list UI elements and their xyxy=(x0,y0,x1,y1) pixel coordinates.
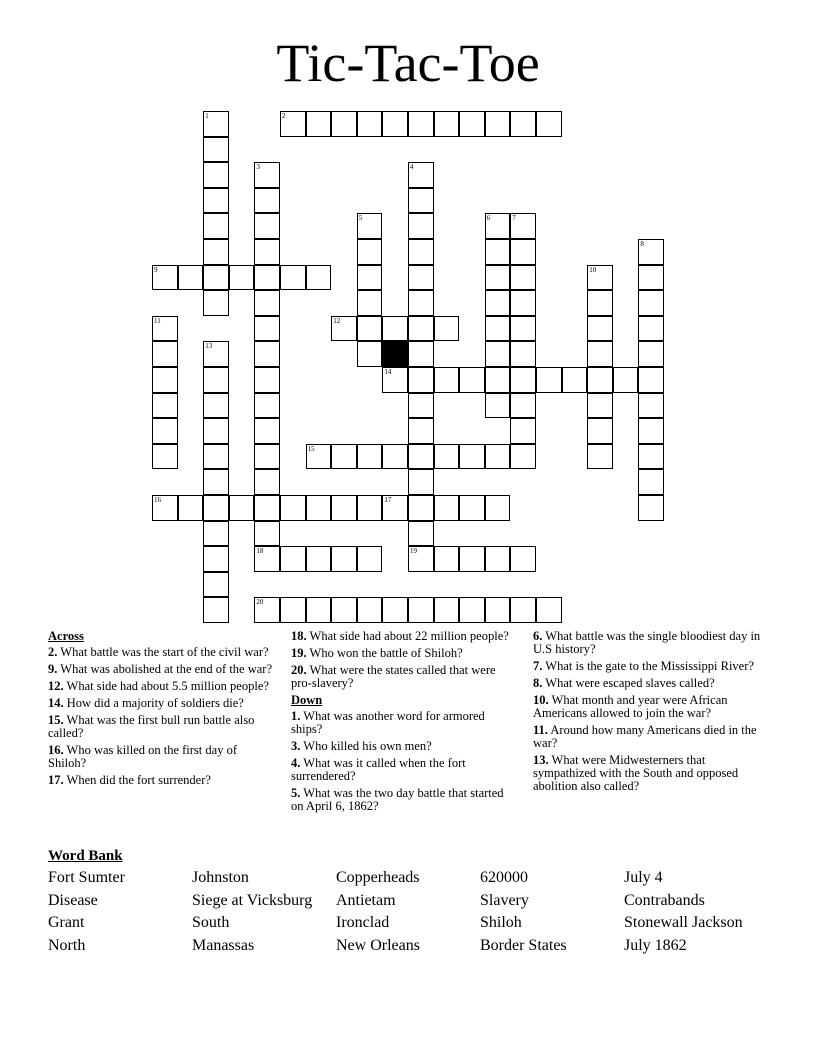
grid-cell[interactable] xyxy=(203,137,229,163)
cell-number: 3 xyxy=(256,163,260,172)
clue-number: 7. xyxy=(533,659,543,673)
cell-number: 8 xyxy=(640,240,644,248)
clue-text: How did a majority of soldiers die? xyxy=(66,696,244,710)
grid-cell[interactable] xyxy=(638,418,664,444)
word-bank-item: Copperheads xyxy=(336,869,420,886)
clue-item xyxy=(533,754,768,793)
black-square xyxy=(382,341,408,367)
grid-cell[interactable] xyxy=(510,546,536,572)
clue-item xyxy=(533,630,768,656)
grid-cell[interactable] xyxy=(485,444,511,470)
grid-cell[interactable] xyxy=(203,213,229,239)
grid-cell[interactable] xyxy=(331,495,357,521)
cell-number: 14 xyxy=(384,368,392,376)
clue-number: 12. xyxy=(48,679,64,693)
grid-cell[interactable] xyxy=(408,111,434,137)
clue-text: What was the first bull run battle also called? xyxy=(48,713,255,740)
grid-cell[interactable] xyxy=(638,239,664,265)
grid-cell[interactable] xyxy=(562,367,588,393)
grid-cell[interactable] xyxy=(536,597,562,623)
grid-cell[interactable] xyxy=(203,469,229,495)
grid-cell[interactable] xyxy=(229,495,255,521)
grid-cell[interactable] xyxy=(229,265,255,291)
grid-cell[interactable] xyxy=(203,239,229,265)
grid-cell[interactable] xyxy=(638,495,664,521)
grid-cell[interactable] xyxy=(254,444,280,470)
grid-cell[interactable] xyxy=(280,597,306,623)
grid-cell[interactable] xyxy=(203,111,229,137)
clue-number: 20. xyxy=(291,663,307,677)
grid-cell[interactable] xyxy=(254,341,280,367)
clue-text: What side had about 22 million people? xyxy=(309,629,509,643)
grid-cell[interactable] xyxy=(203,162,229,188)
word-bank-item: Stonewall Jackson xyxy=(624,914,743,931)
clue-text: What were Midwesterners that sympathized with the South and opposed abolition also called? xyxy=(533,753,739,793)
word-bank-item: Antietam xyxy=(336,891,396,909)
grid-cell[interactable] xyxy=(382,111,408,137)
clue-text: When did the fort surrender? xyxy=(66,773,211,787)
grid-cell[interactable] xyxy=(408,546,434,572)
grid-cell[interactable] xyxy=(434,597,460,623)
grid-cell[interactable] xyxy=(408,265,434,291)
clue-item xyxy=(48,744,273,770)
grid-cell[interactable] xyxy=(357,213,383,239)
clue-item xyxy=(48,697,273,710)
cell-number: 7 xyxy=(512,214,516,223)
grid-cell[interactable] xyxy=(152,393,178,419)
grid-cell[interactable] xyxy=(280,265,306,291)
grid-cell[interactable] xyxy=(485,597,511,623)
word-bank-item: Border States xyxy=(480,936,567,954)
word-bank-item: Disease xyxy=(48,891,98,909)
grid-cell[interactable] xyxy=(152,444,178,470)
grid-cell[interactable] xyxy=(485,495,511,521)
word-bank-item: 620000 xyxy=(480,869,528,886)
word-bank-item: Siege at Vicksburg xyxy=(192,891,313,909)
grid-cell[interactable] xyxy=(382,367,408,393)
grid-cell[interactable] xyxy=(357,546,383,572)
clue-number: 1. xyxy=(291,709,301,723)
grid-cell[interactable] xyxy=(254,495,280,521)
grid-cell[interactable] xyxy=(510,367,536,393)
cell-number: 18 xyxy=(256,547,264,556)
grid-cell[interactable] xyxy=(638,290,664,316)
grid-cell[interactable] xyxy=(638,469,664,495)
word-bank-item: Slavery xyxy=(480,891,529,909)
clue-item xyxy=(291,647,516,660)
grid-cell[interactable] xyxy=(203,418,229,444)
word-bank-item: North xyxy=(48,936,86,954)
grid-cell[interactable] xyxy=(408,239,434,265)
grid-cell[interactable] xyxy=(306,444,332,470)
word-bank-item: Johnston xyxy=(192,869,249,886)
cell-number: 5 xyxy=(358,214,363,223)
grid-cell[interactable] xyxy=(203,521,229,547)
clue-item xyxy=(291,787,516,813)
word-bank-item: July 1862 xyxy=(624,936,687,954)
grid-cell[interactable] xyxy=(408,444,434,470)
cell-number: 16 xyxy=(154,496,161,504)
cell-number: 20 xyxy=(256,598,264,607)
clue-number: 4. xyxy=(291,756,301,770)
grid-cell[interactable] xyxy=(306,111,332,137)
grid-cell[interactable] xyxy=(408,213,434,239)
grid-cell[interactable] xyxy=(254,418,280,444)
grid-cell[interactable] xyxy=(408,290,434,316)
cell-number: 6 xyxy=(486,214,491,223)
clues-column-2 xyxy=(291,630,516,817)
grid-cell[interactable] xyxy=(203,495,229,521)
clue-text: What battle was the single bloodiest day in U.S history? xyxy=(533,629,761,656)
grid-cell[interactable] xyxy=(408,597,434,623)
grid-cell[interactable] xyxy=(408,367,434,393)
grid-cell[interactable] xyxy=(203,572,229,598)
word-bank-item: July 4 xyxy=(624,869,663,886)
grid-cell[interactable] xyxy=(331,546,357,572)
grid-cell[interactable] xyxy=(203,341,229,367)
grid-cell[interactable] xyxy=(357,290,383,316)
clue-text: What side had about 5.5 million people? xyxy=(66,679,269,693)
word-bank-item: New Orleans xyxy=(336,936,420,954)
grid-cell[interactable] xyxy=(357,239,383,265)
clue-text: What is the gate to the Mississippi River? xyxy=(545,659,754,673)
grid-cell[interactable] xyxy=(382,597,408,623)
grid-cell[interactable] xyxy=(203,188,229,214)
clue-number: 19. xyxy=(291,646,307,660)
cell-number: 17 xyxy=(384,496,392,504)
clue-item xyxy=(48,774,273,787)
grid-cell[interactable] xyxy=(485,290,511,316)
grid-cell[interactable] xyxy=(254,162,280,188)
grid-cell[interactable] xyxy=(178,265,204,291)
grid-cell[interactable] xyxy=(613,367,639,393)
grid-cell[interactable] xyxy=(357,444,383,470)
grid-cell[interactable] xyxy=(510,393,536,419)
grid-cell[interactable] xyxy=(510,341,536,367)
clue-item xyxy=(533,724,768,750)
clue-text: Who killed his own men? xyxy=(303,739,432,753)
grid-cell[interactable] xyxy=(280,495,306,521)
clue-text: What month and year were African Americans allowed to join the war? xyxy=(533,693,728,720)
cell-number: 10 xyxy=(589,265,597,274)
clue-number: 15. xyxy=(48,713,64,727)
grid-cell[interactable] xyxy=(203,444,229,470)
grid-cell[interactable] xyxy=(638,265,664,291)
grid-cell[interactable] xyxy=(408,469,434,495)
clue-number: 3. xyxy=(291,739,301,753)
across-heading: Across xyxy=(48,629,84,643)
grid-cell[interactable] xyxy=(510,239,536,265)
grid-cell[interactable] xyxy=(331,111,357,137)
grid-cell[interactable] xyxy=(331,316,357,342)
grid-cell[interactable] xyxy=(408,316,434,342)
cell-number: 15 xyxy=(307,444,315,453)
grid-cell[interactable] xyxy=(152,316,178,342)
grid-cell[interactable] xyxy=(638,316,664,342)
grid-cell[interactable] xyxy=(203,367,229,393)
grid-cell[interactable] xyxy=(434,444,460,470)
word-bank-item: South xyxy=(192,914,230,931)
grid-cell[interactable] xyxy=(587,316,613,342)
clue-item xyxy=(291,664,516,690)
grid-cell[interactable] xyxy=(254,213,280,239)
down-heading: Down xyxy=(291,693,323,707)
grid-cell[interactable] xyxy=(357,597,383,623)
grid-cell[interactable] xyxy=(306,597,332,623)
clue-item xyxy=(291,630,516,643)
grid-cell[interactable] xyxy=(485,111,511,137)
grid-cell[interactable] xyxy=(638,393,664,419)
grid-cell[interactable] xyxy=(280,546,306,572)
clue-text: What were escaped slaves called? xyxy=(545,676,715,690)
grid-cell[interactable] xyxy=(459,597,485,623)
grid-cell[interactable] xyxy=(203,290,229,316)
clue-item xyxy=(48,663,273,676)
grid-cell[interactable] xyxy=(203,597,229,623)
clue-text: What battle was the start of the civil war? xyxy=(60,645,269,659)
page-title: Tic-Tac-Toe xyxy=(276,33,540,93)
grid-cell[interactable] xyxy=(638,367,664,393)
clue-number: 10. xyxy=(533,693,549,707)
grid-cell[interactable] xyxy=(408,162,434,188)
grid-cell[interactable] xyxy=(587,290,613,316)
grid-cell[interactable] xyxy=(408,341,434,367)
clue-item xyxy=(291,757,516,783)
clue-number: 6. xyxy=(533,629,543,643)
grid-cell[interactable] xyxy=(254,469,280,495)
clue-number: 8. xyxy=(533,676,543,690)
word-bank-heading: Word Bank xyxy=(48,848,123,864)
grid-cell[interactable] xyxy=(382,316,408,342)
grid-cell[interactable] xyxy=(357,495,383,521)
grid-cell[interactable] xyxy=(510,290,536,316)
grid-cell[interactable] xyxy=(434,495,460,521)
grid-cell[interactable] xyxy=(638,341,664,367)
clues-column-3 xyxy=(533,630,768,797)
grid-cell[interactable] xyxy=(254,521,280,547)
grid-cell[interactable] xyxy=(152,367,178,393)
grid-cell[interactable] xyxy=(357,265,383,291)
clue-number: 17. xyxy=(48,773,64,787)
clue-number: 13. xyxy=(533,753,549,767)
grid-cell[interactable] xyxy=(459,444,485,470)
grid-cell[interactable] xyxy=(254,290,280,316)
cell-number: 13 xyxy=(205,342,213,351)
cell-number: 1 xyxy=(205,112,209,120)
grid-cell[interactable] xyxy=(587,393,613,419)
grid-cell[interactable] xyxy=(254,265,280,291)
grid-cell[interactable] xyxy=(485,546,511,572)
clue-number: 9. xyxy=(48,662,58,676)
word-bank-item: Contrabands xyxy=(624,891,705,909)
clue-item xyxy=(48,680,273,693)
clue-number: 11. xyxy=(533,723,548,737)
clue-number: 16. xyxy=(48,743,64,757)
cell-number: 2 xyxy=(282,112,286,120)
grid-cell[interactable] xyxy=(178,495,204,521)
grid-cell[interactable] xyxy=(485,265,511,291)
grid-cell[interactable] xyxy=(306,495,332,521)
grid-cell[interactable] xyxy=(510,213,536,239)
grid-cell[interactable] xyxy=(408,188,434,214)
clue-text: Who was killed on the first day of Shiloh? xyxy=(48,743,237,770)
grid-cell[interactable] xyxy=(357,111,383,137)
cell-number: 11 xyxy=(154,316,161,325)
clue-number: 14. xyxy=(48,696,64,710)
clue-item xyxy=(533,677,768,690)
grid-cell[interactable] xyxy=(536,367,562,393)
clue-number: 18. xyxy=(291,629,307,643)
grid-cell[interactable] xyxy=(485,316,511,342)
clue-text: Around how many Americans died in the war? xyxy=(533,723,757,750)
grid-cell[interactable] xyxy=(459,495,485,521)
clue-item xyxy=(533,660,768,673)
grid-cell[interactable] xyxy=(254,239,280,265)
clue-text: What was the two day battle that started on April 6, 1862? xyxy=(291,786,504,813)
grid-cell[interactable] xyxy=(357,341,383,367)
word-bank-item: Shiloh xyxy=(480,914,522,931)
grid-cell[interactable] xyxy=(357,316,383,342)
grid-cell[interactable] xyxy=(587,341,613,367)
grid-cell[interactable] xyxy=(459,111,485,137)
grid-cell[interactable] xyxy=(459,546,485,572)
grid-cell[interactable] xyxy=(510,418,536,444)
clue-item xyxy=(291,740,516,753)
grid-cell[interactable] xyxy=(510,444,536,470)
clue-item xyxy=(48,646,273,659)
grid-cell[interactable] xyxy=(434,546,460,572)
grid-cell[interactable] xyxy=(510,265,536,291)
grid-cell[interactable] xyxy=(459,367,485,393)
grid-cell[interactable] xyxy=(152,418,178,444)
grid-cell[interactable] xyxy=(485,239,511,265)
grid-cell[interactable] xyxy=(254,188,280,214)
grid-cell[interactable] xyxy=(152,495,178,521)
clue-item xyxy=(533,694,768,720)
grid-cell[interactable] xyxy=(280,111,306,137)
clue-text: What was abolished at the end of the war? xyxy=(60,662,273,676)
grid-cell[interactable] xyxy=(152,341,178,367)
grid-cell[interactable] xyxy=(203,265,229,291)
grid-cell[interactable] xyxy=(254,316,280,342)
word-bank-item: Fort Sumter xyxy=(48,869,125,886)
grid-cell[interactable] xyxy=(510,597,536,623)
grid-cell[interactable] xyxy=(485,393,511,419)
clue-text: What was another word for armored ships? xyxy=(291,709,485,736)
grid-cell[interactable] xyxy=(434,367,460,393)
grid-cell[interactable] xyxy=(203,393,229,419)
grid-cell[interactable] xyxy=(408,393,434,419)
clue-text: What were the states called that were pro-slavery? xyxy=(291,663,496,690)
cell-number: 4 xyxy=(410,163,414,172)
grid-cell[interactable] xyxy=(536,111,562,137)
grid-cell[interactable] xyxy=(485,213,511,239)
grid-cell[interactable] xyxy=(587,444,613,470)
grid-cell[interactable] xyxy=(306,546,332,572)
grid-cell[interactable] xyxy=(587,367,613,393)
word-bank-item: Manassas xyxy=(192,936,255,954)
clue-text: What was it called when the fort surrendered? xyxy=(291,756,466,783)
grid-cell[interactable] xyxy=(510,111,536,137)
grid-cell[interactable] xyxy=(638,444,664,470)
word-bank-item: Grant xyxy=(48,914,85,931)
clue-number: 5. xyxy=(291,786,301,800)
cell-number: 19 xyxy=(410,547,417,556)
grid-cell[interactable] xyxy=(382,495,408,521)
cell-number: 9 xyxy=(154,265,158,274)
grid-cell[interactable] xyxy=(510,316,536,342)
clue-item xyxy=(48,714,273,740)
clue-number: 2. xyxy=(48,645,58,659)
grid-cell[interactable] xyxy=(203,546,229,572)
grid-cell[interactable] xyxy=(485,367,511,393)
grid-cell[interactable] xyxy=(434,111,460,137)
grid-cell[interactable] xyxy=(408,495,434,521)
clue-item xyxy=(291,710,516,736)
clue-text: Who won the battle of Shiloh? xyxy=(309,646,463,660)
grid-cell[interactable] xyxy=(408,418,434,444)
grid-cell[interactable] xyxy=(485,341,511,367)
word-bank xyxy=(48,868,788,958)
grid-cell[interactable] xyxy=(434,316,460,342)
clues-column-1 xyxy=(48,630,273,791)
cell-number: 12 xyxy=(333,316,341,325)
grid-cell[interactable] xyxy=(587,265,613,291)
grid-cell[interactable] xyxy=(331,597,357,623)
grid-cell[interactable] xyxy=(587,418,613,444)
grid-cell[interactable] xyxy=(254,597,280,623)
grid-cell[interactable] xyxy=(254,393,280,419)
grid-cell[interactable] xyxy=(306,265,332,291)
word-bank-item: Ironclad xyxy=(336,914,390,931)
grid-cell[interactable] xyxy=(382,444,408,470)
grid-cell[interactable] xyxy=(254,367,280,393)
grid-cell[interactable] xyxy=(254,546,280,572)
grid-cell[interactable] xyxy=(152,265,178,291)
grid-cell[interactable] xyxy=(331,444,357,470)
grid-cell[interactable] xyxy=(408,521,434,547)
